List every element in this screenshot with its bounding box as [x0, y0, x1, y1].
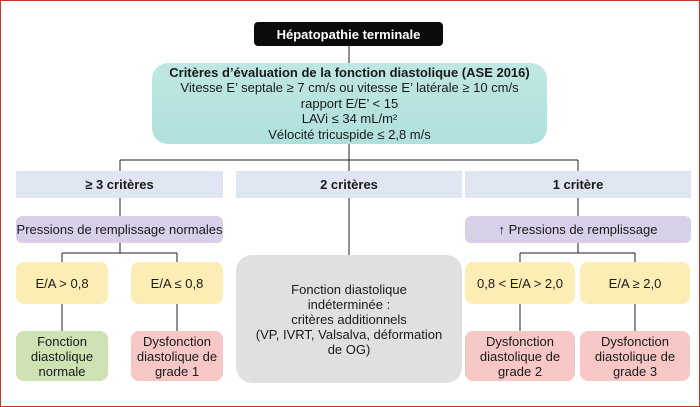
indeterminate-line-2: indéterminée :: [307, 296, 391, 312]
title-box: [254, 22, 443, 46]
right-pressure-box: [465, 216, 691, 243]
outcome-grade2-line-2: diastolique de: [479, 348, 561, 364]
right-condition-a: [465, 262, 575, 304]
right-header: [465, 171, 691, 198]
right-condition-b-text: E/A ≥ 2,0: [608, 275, 662, 291]
criteria-line-4: Vélocité tricuspide ≤ 2,8 m/s: [268, 126, 431, 142]
outcome-grade-2: [465, 331, 575, 381]
right-header-text: 1 critère: [552, 177, 604, 192]
criteria-heading: Critères d’évaluation de la fonction diastolique (ASE 2016): [169, 64, 530, 80]
middle-header: [236, 171, 462, 198]
right-condition-b: [580, 262, 690, 304]
outcome-grade3-line-3: grade 3: [612, 363, 658, 379]
indeterminate-line-5: de OG): [327, 341, 371, 357]
left-condition-a: [16, 262, 108, 304]
outcome-indeterminate: [236, 255, 462, 383]
outcome-grade1-line-1: Dysfonction: [143, 333, 211, 349]
left-header: [16, 171, 223, 198]
left-condition-b-text: E/A ≤ 0,8: [150, 275, 204, 291]
outcome-normal-line-3: normale: [38, 363, 86, 379]
outcome-grade3-line-2: diastolique de: [594, 348, 676, 364]
outcome-normal-line-2: diastolique: [30, 348, 94, 364]
left-condition-a-text: E/A > 0,8: [35, 275, 89, 291]
right-pressure-text: ↑ Pressions de remplissage: [498, 222, 658, 237]
criteria-line-3: LAVi ≤ 34 mL/m²: [301, 111, 398, 127]
right-condition-a-text: 0,8 < E/A > 2,0: [476, 275, 563, 291]
left-condition-b: [131, 262, 223, 304]
outcome-normal-function: [16, 331, 108, 381]
indeterminate-line-1: Fonction diastolique: [291, 281, 407, 297]
outcome-grade-1: [131, 331, 223, 381]
outcome-grade1-line-3: grade 1: [154, 363, 200, 379]
outcome-grade2-line-3: grade 2: [497, 363, 543, 379]
middle-header-text: 2 critères: [320, 177, 378, 192]
left-pressure-text: Pressions de remplissage normales: [16, 222, 223, 237]
criteria-box: [152, 63, 547, 144]
left-header-text: ≥ 3 critères: [85, 177, 154, 192]
criteria-line-1: Vitesse E’ septale ≥ 7 cm/s ou vitesse E’ latérale ≥ 10 cm/s: [180, 80, 519, 96]
outcome-grade2-line-1: Dysfonction: [486, 333, 554, 349]
left-pressure-box: [16, 216, 223, 243]
indeterminate-line-4: (VP, IVRT, Valsalva, déformation: [255, 326, 443, 342]
title-text: Hépatopathie terminale: [276, 26, 421, 42]
outcome-grade-3: [580, 331, 690, 381]
indeterminate-line-3: critères additionnels: [291, 311, 407, 327]
outcome-grade3-line-1: Dysfonction: [601, 333, 669, 349]
outcome-normal-line-1: Fonction: [37, 333, 87, 349]
outcome-grade1-line-2: diastolique de: [136, 348, 218, 364]
criteria-line-2: rapport E/E’ < 15: [300, 95, 399, 111]
